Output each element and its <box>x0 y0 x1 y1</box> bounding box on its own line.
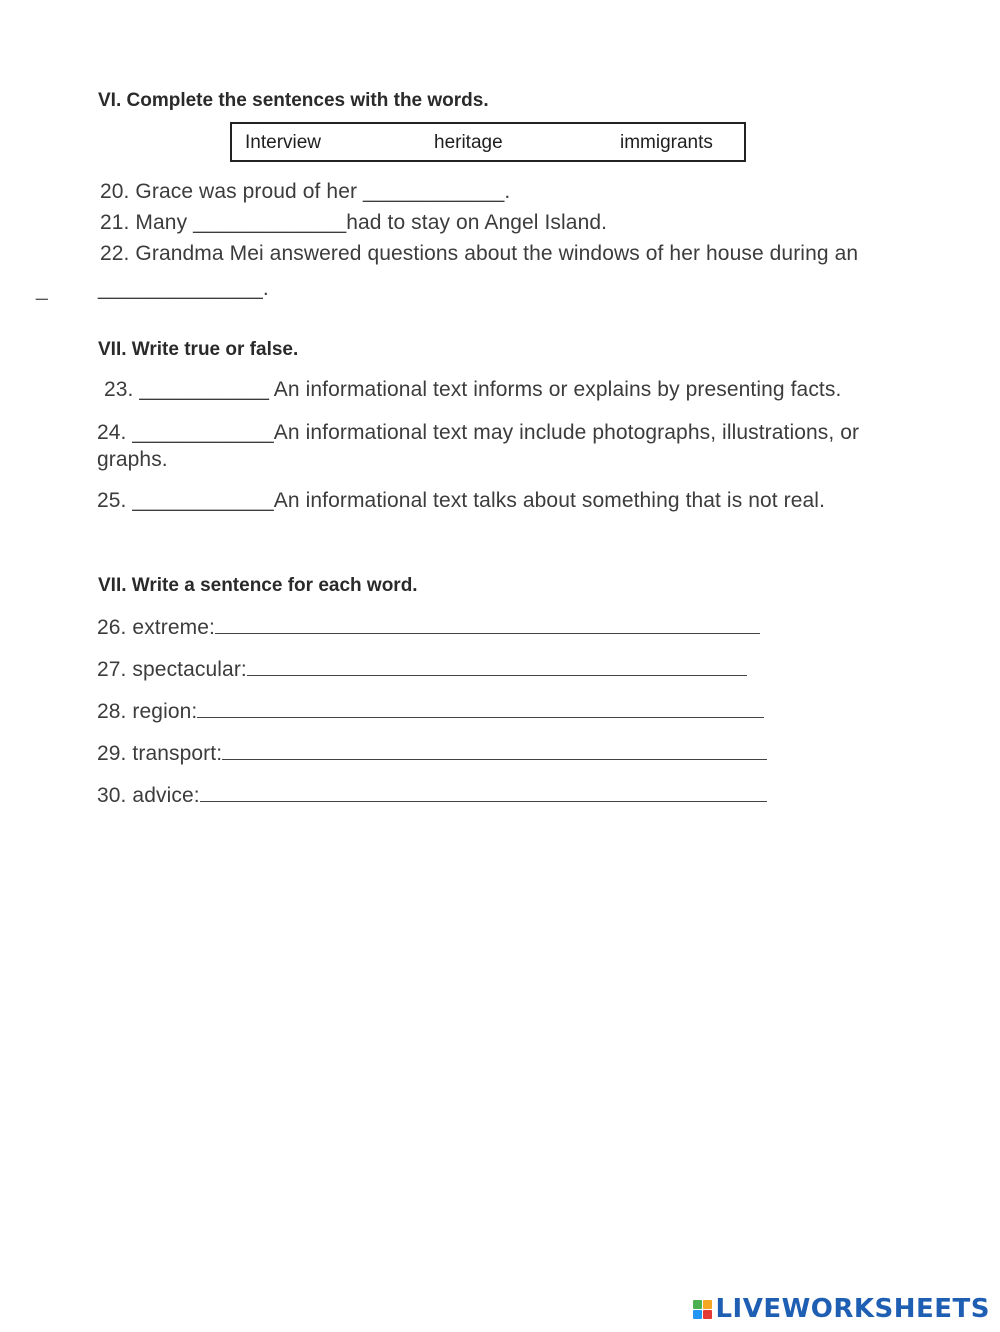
answer-line <box>215 615 760 634</box>
question-24: 24. ____________An informational text may include photographs, illustrations, or <box>97 421 860 444</box>
section-7-true-false-heading: VII. Write true or false. <box>98 339 299 360</box>
item-label: 26. extreme: <box>97 616 215 639</box>
sentence-item-30 <box>97 783 767 808</box>
question-23: 23. ___________ An informational text informs or explains by presenting facts. <box>104 378 842 401</box>
sentence-item-26 <box>97 615 760 640</box>
liveworksheets-logo[interactable] <box>693 1294 990 1324</box>
item-label: 29. transport: <box>97 742 223 765</box>
item-label: 28. region: <box>97 700 198 723</box>
question-22-blank: ______________. <box>98 277 269 300</box>
section-6-heading: VI. Complete the sentences with the words. <box>98 90 489 111</box>
question-21: 21. Many _____________had to stay on Angel Island. <box>100 211 608 234</box>
question-25: 25. ____________An informational text talks about something that is not real. <box>97 489 826 512</box>
sentence-item-29 <box>97 741 767 766</box>
logo-blocks-icon <box>693 1300 712 1319</box>
item-label: 27. spectacular: <box>97 658 247 681</box>
answer-line <box>197 699 764 718</box>
word-bank-item: immigrants <box>620 132 713 153</box>
section-7-sentence-heading: VII. Write a sentence for each word. <box>98 575 418 596</box>
word-bank-box <box>230 122 746 162</box>
question-24-continued: graphs. <box>97 448 168 471</box>
answer-line <box>200 783 767 802</box>
question-22: 22. Grandma Mei answered questions about the windows of her house during an <box>100 242 859 265</box>
word-bank-item: Interview <box>245 132 322 153</box>
stray-mark: _ <box>36 278 48 301</box>
sentence-item-27 <box>97 657 747 682</box>
answer-line <box>222 741 767 760</box>
word-bank-item: heritage <box>434 132 503 153</box>
answer-line <box>247 657 747 676</box>
sentence-item-28 <box>97 699 764 724</box>
item-label: 30. advice: <box>97 784 200 807</box>
logo-text: LIVEWORKSHEETS <box>715 1294 990 1324</box>
question-20: 20. Grace was proud of her ____________. <box>100 180 511 203</box>
